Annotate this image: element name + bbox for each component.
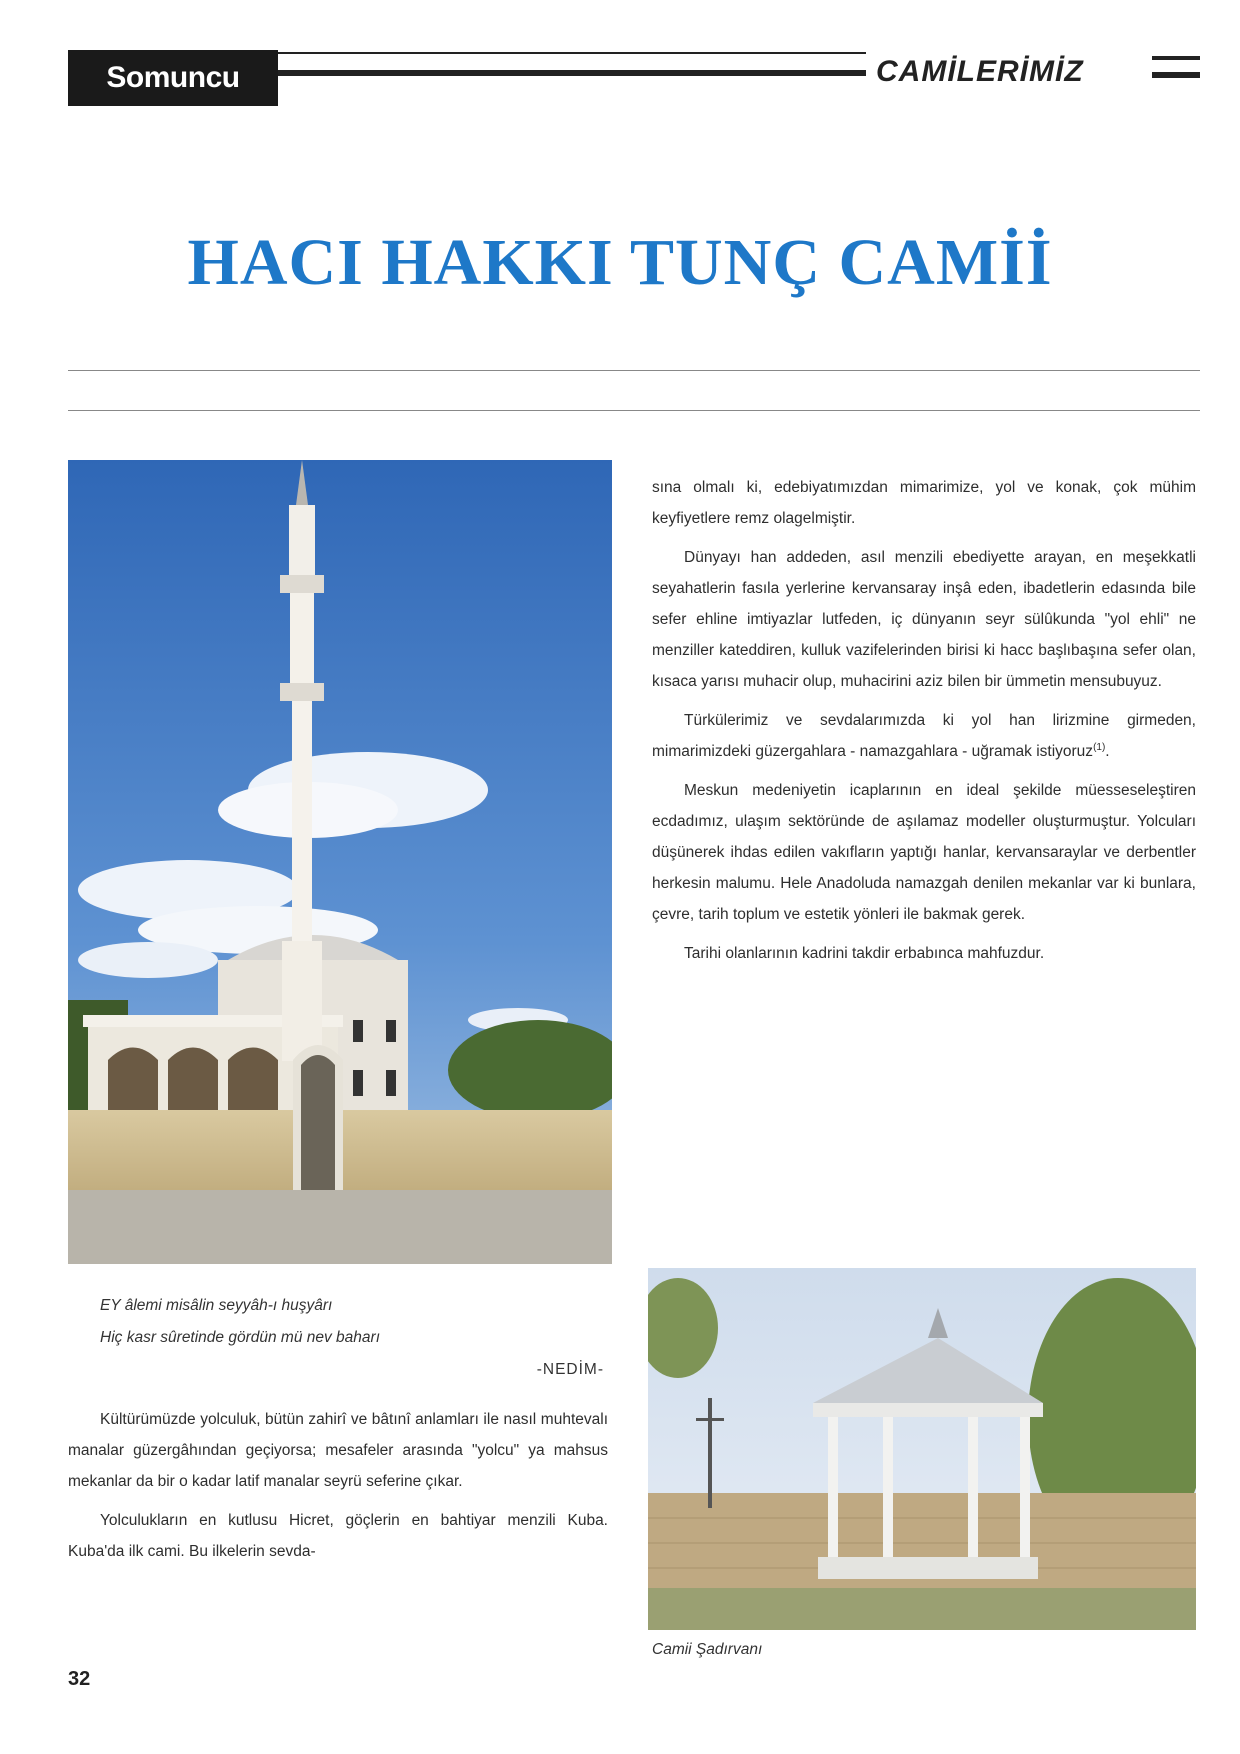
paragraph [652, 705, 1196, 767]
header-rule-thick [278, 70, 866, 76]
section-mark [1152, 56, 1200, 60]
header-rule [278, 52, 866, 54]
magazine-logo: Somuncu Baba [68, 50, 278, 106]
page-number: 32 [68, 1668, 91, 1690]
paragraph: Yolculukların en kutlusu Hicret, göçlerin en bahtiyar menzili Kuba. Kuba'da ilk cami. Bu ilkelerin sevda- [68, 1512, 608, 1560]
section-label: CAMİLERİMİZ [876, 55, 1084, 88]
epigraph-poem [100, 1290, 610, 1386]
fountain-photo [648, 1268, 1196, 1630]
paragraph: Meskun medeniyetin icaplarının en ideal şekilde müesseseleştiren ecdadımız, ulaşım sektöründe de aşılamaz modeller oluşturmuştur. Yolcuları düşünerek ihdas edilen vakıfların yaptığı hanlar, kervansaraylar ve derbentler herkesin malumu. Hele Anadoluda namazgah denilen mekanlar var ki bunlara, çevre, tarih toplum ve estetik yönleri ile bakmak gerek. [652, 782, 1196, 923]
article-title: HACI HAKKI TUNÇ CAMİİ [187, 226, 1053, 299]
poem-line: EY âlemi misâlin seyyâh-ı huşyârı [100, 1297, 333, 1314]
title-rule-bottom [68, 410, 1200, 411]
paragraph: Tarihi olanlarının kadrini takdir erbabınca mahfuzdur. [684, 945, 1045, 962]
paragraph-end: . [1105, 743, 1110, 760]
footnote-marker: (1) [1093, 741, 1106, 753]
poem-line: Hiç kasr sûretinde gördün mü nev baharı [100, 1329, 381, 1346]
mosque-photo [68, 460, 612, 1264]
section-mark-thick [1152, 72, 1200, 78]
paragraph-text: Türkülerimiz ve sevdalarımızda ki yol han lirizmine girmeden, mimarimizdeki güzergahlara - namazgahlara - uğramak istiyoruz [652, 712, 1196, 760]
left-column-text [68, 1404, 608, 1575]
fountain-caption: Camii Şadırvanı [652, 1641, 763, 1658]
paragraph: Kültürümüzde yolculuk, bütün zahirî ve bâtınî anlamları ile nasıl muhtevalı manalar güzergâhından geçiyorsa; mesafeler arasında "yolcu" ya mahsus mekanlar da bir o kadar latif manalar seyrü seferine çıkar. [68, 1411, 608, 1490]
paragraph: Dünyayı han addeden, asıl menzili ebediyette arayan, en meşekkatli seyahatlerin fasıla yerlerine kervansaray inşâ eden, ibadetlerin edasında bile sefer ehline imtiyazlar lutfeden, iç dünyanın seyr sülûkunda "yol ehli" ne menziller kateddiren, kulluk vazifelerinden birisi ki hacc başlıbaşına sefer olan, kısaca yarısı muhacir olup, muhacirini aziz bilen bir ümmetin mensubuyuz. [652, 549, 1196, 690]
poem-author: -NEDİM- [536, 1361, 604, 1378]
right-column-text [652, 472, 1196, 977]
paragraph: sına olmalı ki, edebiyatımızdan mimarimize, yol ve konak, çok mühim keyfiyetlere remz olagelmiştir. [652, 479, 1196, 527]
title-rule-top [68, 370, 1200, 371]
